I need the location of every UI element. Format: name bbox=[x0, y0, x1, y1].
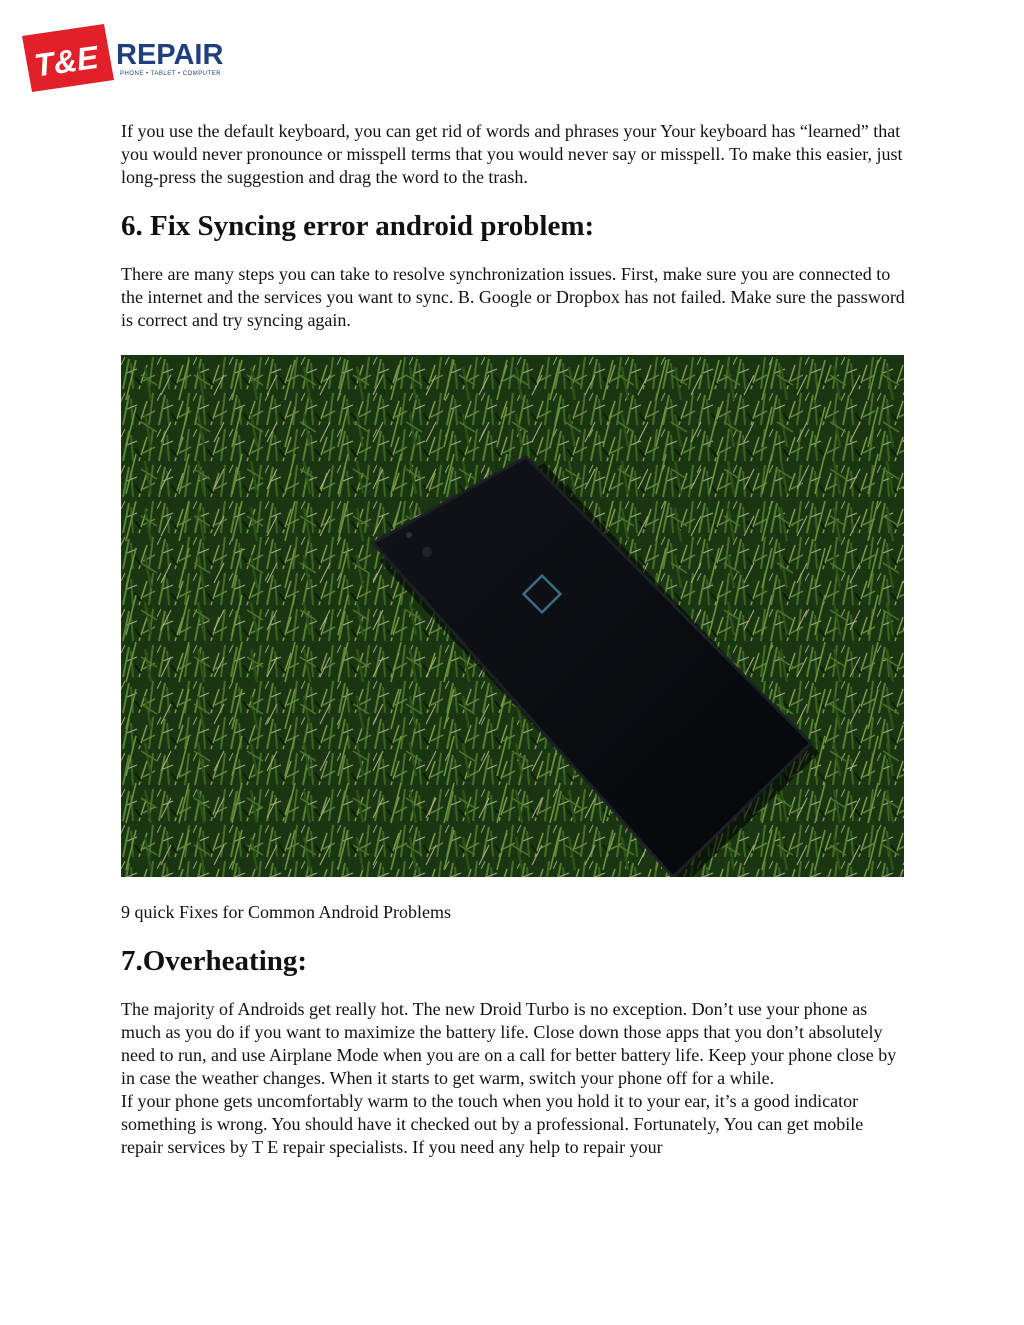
image-caption: 9 quick Fixes for Common Android Problems bbox=[121, 902, 451, 922]
te-repair-logo bbox=[20, 20, 240, 95]
paragraph-keyboard: If you use the default keyboard, you can get rid of words and phrases your Your keyboard has “learned” that you would never pronounce or misspell terms that you would never say or misspell. To make this easier, just long-press the suggestion and drag the word to the trash. bbox=[121, 121, 903, 187]
camera-lens bbox=[422, 547, 432, 557]
heading-syncing-error: 6. Fix Syncing error android problem: bbox=[121, 210, 595, 242]
paragraph-overheating-1: The majority of Androids get really hot. The new Droid Turbo is no exception. Don’t use your phone as much as you do if you want to maximize the battery life. Close down those apps that you don’t absolutely need to run, and use Airplane Mode when you are on a call for better battery life. Keep your phone close by in case the weather changes. When it starts to get warm, switch your phone off for a while. bbox=[121, 999, 897, 1088]
heading-overheating: 7.Overheating: bbox=[121, 945, 308, 977]
flash bbox=[406, 532, 412, 538]
phone-on-grass-photo bbox=[121, 355, 904, 877]
paragraph-syncing: There are many steps you can take to resolve synchronization issues. First, make sure you are connected to the internet and the services you want to sync. B. Google or Dropbox has not failed. Make sure the password is correct and try syncing again. bbox=[121, 264, 905, 330]
paragraph-overheating-2: If your phone gets uncomfortably warm to the touch when you hold it to your ear, it’s a good indicator something is wrong. You should have it checked out by a professional. Fortunately, You can get mobile repair services by T E repair specialists. If you need any help to repair your bbox=[121, 1091, 864, 1157]
article-body bbox=[121, 120, 906, 1159]
logo-mark-text: T&E bbox=[31, 38, 101, 84]
logo-tagline: PHONE • TABLET • COMPUTER bbox=[120, 71, 222, 77]
logo-word-text: REPAIR bbox=[116, 39, 224, 71]
